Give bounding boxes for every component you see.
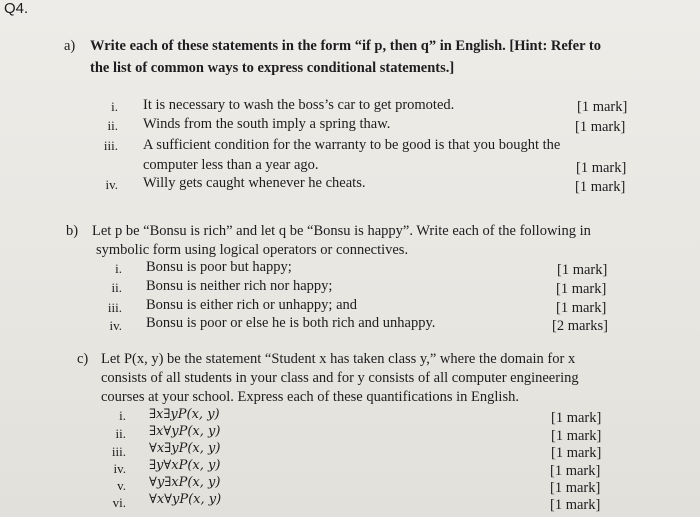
part-b-item-mark: [1 mark] (556, 300, 607, 316)
part-b-intro-cont: symbolic form using logical operators or connectives. (96, 242, 409, 258)
part-a-item-num: iv. (105, 177, 118, 192)
part-c-item-num: v. (117, 478, 126, 493)
part-b-intro: Let p be “Bonsu is rich” and let q be “Bonsu is happy”. Write each of the following in (92, 223, 591, 239)
part-c-item-formula: ∃y∀xP(x, y) (149, 458, 221, 473)
part-b-label: b) (66, 223, 79, 239)
part-c-item-mark: [1 mark] (550, 480, 601, 496)
part-c-item-num: iii. (111, 444, 126, 459)
part-c-item-mark: [1 mark] (551, 428, 602, 444)
part-a-item-mark: [1 mark] (576, 160, 627, 176)
part-a-intro: Write each of these statements in the form “if p, then q” in English. [Hint: Refer to (90, 38, 601, 54)
part-a-item-num: iii. (103, 138, 118, 153)
part-a-item-text: It is necessary to wash the boss’s car to get promoted. (143, 97, 455, 113)
part-a-item-mark: [1 mark] (577, 99, 628, 115)
part-a-item-num: i. (111, 99, 118, 114)
part-b-item-num: iv. (109, 318, 122, 333)
part-b-item-mark: [1 mark] (556, 281, 607, 297)
part-a-item-text-cont: computer less than a year ago. (143, 157, 319, 173)
part-c-item-mark: [1 mark] (550, 463, 601, 479)
part-a-hint: the list of common ways to express conditional statements.] (90, 60, 455, 76)
part-b-item-text: Bonsu is poor or else he is both rich and unhappy. (146, 315, 436, 331)
part-a-item-text: Winds from the south imply a spring thaw. (143, 116, 391, 132)
part-c-label: c) (77, 351, 89, 367)
part-c-item-formula: ∃x∃yP(x, y) (149, 407, 220, 422)
part-b-item-mark: [1 mark] (557, 262, 608, 278)
part-c-item-num: i. (119, 408, 126, 423)
part-c-item-formula: ∀x∀yP(x, y) (149, 492, 222, 507)
part-c-item-mark: [1 mark] (550, 497, 601, 513)
part-a-item-text: Willy gets caught whenever he cheats. (143, 175, 366, 191)
part-a-item-mark: [1 mark] (575, 119, 626, 135)
part-c-item-num: iv. (113, 461, 126, 476)
question-number: Q4. (4, 0, 29, 17)
part-c-item-num: vi. (112, 495, 126, 510)
part-c-intro: Let P(x, y) be the statement “Student x has taken class y,” where the domain for x (101, 351, 576, 367)
part-a-label: a) (64, 38, 76, 54)
part-b-item-num: i. (115, 261, 122, 276)
part-a-item-text: A sufficient condition for the warranty to be good is that you bought the (143, 137, 561, 153)
part-c-item-formula: ∀x∃yP(x, y) (149, 441, 221, 456)
part-b-item-text: Bonsu is either rich or unhappy; and (146, 297, 358, 313)
part-c-item-num: ii. (115, 426, 126, 441)
part-c-item-mark: [1 mark] (551, 410, 602, 426)
part-b-item-text: Bonsu is poor but happy; (146, 259, 292, 275)
part-c-item-mark: [1 mark] (551, 445, 602, 461)
part-b-item-text: Bonsu is neither rich nor happy; (146, 278, 333, 294)
part-a-item-num: ii. (107, 118, 118, 133)
part-b-item-num: ii. (111, 280, 122, 295)
part-c-intro-cont: consists of all students in your class and for y consists of all computer engineering (101, 370, 579, 386)
part-a-item-mark: [1 mark] (575, 179, 626, 195)
part-b-item-mark: [2 marks] (552, 318, 608, 334)
part-b-item-num: iii. (107, 300, 122, 315)
part-c-item-formula: ∀y∃xP(x, y) (149, 475, 221, 490)
part-c-item-formula: ∃x∀yP(x, y) (149, 424, 221, 439)
part-c-intro-cont-2: courses at your school. Express each of these quantifications in English. (101, 389, 519, 405)
